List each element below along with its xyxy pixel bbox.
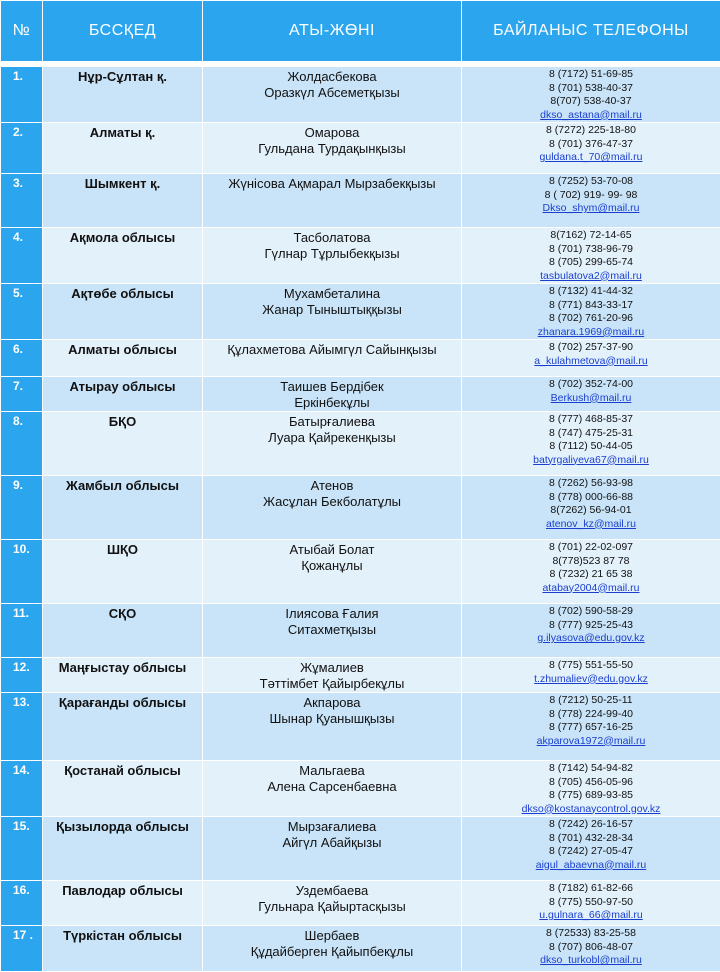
row-number: 12.	[1, 658, 43, 693]
table-row	[1, 881, 720, 926]
name-line: Гүлнар Тұрлыбекқызы	[203, 246, 461, 262]
region-cell: Қостанай облысы	[43, 761, 203, 817]
phone-number: 8 (701) 538-40-37	[462, 82, 720, 96]
name-cell	[203, 693, 462, 761]
name-cell	[203, 67, 462, 123]
name-line: Жасұлан Бекболатұлы	[203, 494, 461, 510]
phone-number: 8(7262) 56-94-01	[462, 504, 720, 518]
contact-cell	[462, 693, 720, 761]
table-body	[1, 67, 720, 972]
region-cell: Ақмола облысы	[43, 228, 203, 284]
name-line: Тәттімбет Қайырбекұлы	[203, 676, 461, 692]
row-number: 8.	[1, 412, 43, 476]
name-line: Атыбай Болат	[203, 542, 461, 558]
name-cell	[203, 926, 462, 972]
name-line: Луара Қайрекенқызы	[203, 430, 461, 446]
table-row	[1, 926, 720, 972]
email-link[interactable]: aigul_abaevna@mail.ru	[462, 859, 720, 873]
name-cell	[203, 340, 462, 377]
email-link[interactable]: guldana.t_70@mail.ru	[462, 151, 720, 165]
name-cell	[203, 284, 462, 340]
name-cell	[203, 377, 462, 412]
row-number: 7.	[1, 377, 43, 412]
header-name: АТЫ-ЖӨНІ	[203, 1, 462, 62]
email-link[interactable]: Berkush@mail.ru	[462, 392, 720, 406]
contact-cell	[462, 123, 720, 174]
table-row	[1, 476, 720, 540]
contact-cell	[462, 340, 720, 377]
phone-number: 8 (7272) 225-18-80	[462, 124, 720, 138]
contact-cell	[462, 174, 720, 228]
phone-number: 8 (701) 22-02-097	[462, 541, 720, 555]
phone-number: 8 (701) 376-47-37	[462, 138, 720, 152]
name-line: Оразкүл Абсеметқызы	[203, 85, 461, 101]
name-line: Мухамбеталина	[203, 286, 461, 302]
name-line: Таишев Бердібек	[203, 379, 461, 395]
region-cell: Түркістан облысы	[43, 926, 203, 972]
region-cell: Маңғыстау облысы	[43, 658, 203, 693]
region-cell: СҚО	[43, 604, 203, 658]
phone-number: 8(7162) 72-14-65	[462, 229, 720, 243]
name-line: Құлахметова Айымгүл Сайынқызы	[203, 342, 461, 358]
table-row	[1, 658, 720, 693]
phone-number: 8 (7132) 41-44-32	[462, 285, 720, 299]
region-cell: Шымкент қ.	[43, 174, 203, 228]
name-line: Жұмалиев	[203, 660, 461, 676]
header-num: №	[1, 1, 43, 62]
row-number: 13.	[1, 693, 43, 761]
region-cell: ШҚО	[43, 540, 203, 604]
contact-cell	[462, 228, 720, 284]
header-region: БССҚЕД	[43, 1, 203, 62]
name-line: Шербаев	[203, 928, 461, 944]
row-number: 4.	[1, 228, 43, 284]
name-cell	[203, 761, 462, 817]
phone-number: 8(707) 538-40-37	[462, 95, 720, 109]
email-link[interactable]: u.gulnara_66@mail.ru	[462, 909, 720, 923]
table-row	[1, 67, 720, 123]
name-line: Қожанұлы	[203, 558, 461, 574]
name-cell	[203, 174, 462, 228]
contact-cell	[462, 540, 720, 604]
phone-number: 8 (777) 657-16-25	[462, 721, 720, 735]
name-cell	[203, 658, 462, 693]
region-cell: БҚО	[43, 412, 203, 476]
phone-number: 8 (7232) 21 65 38	[462, 568, 720, 582]
row-number: 11.	[1, 604, 43, 658]
table-row	[1, 412, 720, 476]
table-row	[1, 340, 720, 377]
phone-number: 8(778)523 87 78	[462, 555, 720, 569]
region-cell: Алматы облысы	[43, 340, 203, 377]
phone-number: 8 (72533) 83-25-58	[462, 927, 720, 941]
name-line: Еркінбекұлы	[203, 395, 461, 411]
table-row	[1, 174, 720, 228]
row-number: 1.	[1, 67, 43, 123]
contact-cell	[462, 604, 720, 658]
phone-number: 8 ( 702) 919- 99- 98	[462, 189, 720, 203]
email-link[interactable]: atenov_kz@mail.ru	[462, 518, 720, 532]
name-line: Жанар Тыныштыққызы	[203, 302, 461, 318]
contact-cell	[462, 377, 720, 412]
region-cell: Алматы қ.	[43, 123, 203, 174]
phone-number: 8 (7262) 56-93-98	[462, 477, 720, 491]
contact-cell	[462, 817, 720, 881]
row-number: 17 .	[1, 926, 43, 972]
phone-number: 8 (707) 806-48-07	[462, 941, 720, 955]
region-cell: Павлодар облысы	[43, 881, 203, 926]
phone-number: 8 (705) 456-05-96	[462, 776, 720, 790]
phone-number: 8 (775) 550-97-50	[462, 896, 720, 910]
table-row	[1, 228, 720, 284]
name-cell	[203, 123, 462, 174]
phone-number: 8 (777) 468-85-37	[462, 413, 720, 427]
phone-number: 8 (775) 689-93-85	[462, 789, 720, 803]
table-row	[1, 817, 720, 881]
name-line: Уздембаева	[203, 883, 461, 899]
email-link[interactable]: batyrgaliyeva67@mail.ru	[462, 454, 720, 468]
header-phone: БАЙЛАНЫС ТЕЛЕФОНЫ	[462, 1, 720, 62]
row-number: 6.	[1, 340, 43, 377]
table-row	[1, 123, 720, 174]
name-line: Шынар Қуанышқызы	[203, 711, 461, 727]
region-cell: Қызылорда облысы	[43, 817, 203, 881]
email-link[interactable]: dkso_astana@mail.ru	[462, 109, 720, 123]
phone-number: 8 (702) 761-20-96	[462, 312, 720, 326]
name-line: Омарова	[203, 125, 461, 141]
email-link[interactable]: atabay2004@mail.ru	[462, 582, 720, 596]
region-cell: Атырау облысы	[43, 377, 203, 412]
name-cell	[203, 228, 462, 284]
phone-number: 8 (778) 224-99-40	[462, 708, 720, 722]
phone-number: 8 (777) 925-25-43	[462, 619, 720, 633]
region-cell: Ақтөбе облысы	[43, 284, 203, 340]
name-cell	[203, 540, 462, 604]
row-number: 16.	[1, 881, 43, 926]
contact-cell	[462, 476, 720, 540]
name-line: Мырзағалиева	[203, 819, 461, 835]
contact-cell	[462, 658, 720, 693]
email-link[interactable]: dkso_turkobl@mail.ru	[462, 954, 720, 968]
phone-number: 8 (702) 590-58-29	[462, 605, 720, 619]
phone-number: 8 (7142) 54-94-82	[462, 762, 720, 776]
phone-number: 8 (7242) 26-16-57	[462, 818, 720, 832]
phone-number: 8 (7252) 53-70-08	[462, 175, 720, 189]
contact-cell	[462, 67, 720, 123]
table-row	[1, 284, 720, 340]
name-line: Алена Сарсенбаевна	[203, 779, 461, 795]
name-line: Атенов	[203, 478, 461, 494]
phone-number: 8 (702) 257-37-90	[462, 341, 720, 355]
name-line: Батырғалиева	[203, 414, 461, 430]
name-line: Айгүл Абайқызы	[203, 835, 461, 851]
email-link[interactable]: dkso@kostanaycontrol.gov.kz	[462, 803, 720, 817]
phone-number: 8 (7182) 61-82-66	[462, 882, 720, 896]
phone-number: 8 (7112) 50-44-05	[462, 440, 720, 454]
region-cell: Нұр-Сұлтан қ.	[43, 67, 203, 123]
phone-number: 8 (701) 738-96-79	[462, 243, 720, 257]
header-row	[1, 1, 720, 62]
contact-cell	[462, 926, 720, 972]
name-cell	[203, 412, 462, 476]
phone-number: 8 (771) 843-33-17	[462, 299, 720, 313]
name-line: Ситахметқызы	[203, 622, 461, 638]
contact-cell	[462, 881, 720, 926]
phone-number: 8 (775) 551-55-50	[462, 659, 720, 673]
name-line: Жолдасбекова	[203, 69, 461, 85]
row-number: 5.	[1, 284, 43, 340]
name-cell	[203, 476, 462, 540]
contact-cell	[462, 761, 720, 817]
row-number: 15.	[1, 817, 43, 881]
region-cell: Жамбыл облысы	[43, 476, 203, 540]
region-cell: Қарағанды облысы	[43, 693, 203, 761]
row-number: 2.	[1, 123, 43, 174]
email-link[interactable]: a_kulahmetova@mail.ru	[462, 355, 720, 369]
phone-number: 8 (701) 432-28-34	[462, 832, 720, 846]
name-cell	[203, 881, 462, 926]
phone-number: 8 (702) 352-74-00	[462, 378, 720, 392]
name-line: Гульнара Қайыртасқызы	[203, 899, 461, 915]
row-number: 14.	[1, 761, 43, 817]
name-line: Акпарова	[203, 695, 461, 711]
phone-number: 8 (7212) 50-25-11	[462, 694, 720, 708]
phone-number: 8 (7242) 27-05-47	[462, 845, 720, 859]
name-cell	[203, 817, 462, 881]
email-link[interactable]: g.ilyasova@edu.gov.kz	[462, 632, 720, 646]
table-row	[1, 693, 720, 761]
row-number: 9.	[1, 476, 43, 540]
table-row	[1, 540, 720, 604]
name-line: Гульдана Турдақынқызы	[203, 141, 461, 157]
email-link[interactable]: t.zhumaliev@edu.gov.kz	[462, 673, 720, 687]
name-line: Жүнісова Ақмарал Мырзабекқызы	[203, 176, 461, 192]
phone-number: 8 (778) 000-66-88	[462, 491, 720, 505]
email-link[interactable]: zhanara.1969@mail.ru	[462, 326, 720, 340]
contact-cell	[462, 412, 720, 476]
name-line: Тасболатова	[203, 230, 461, 246]
name-line: Құдайберген Қайыпбекұлы	[203, 944, 461, 960]
name-line: Мальгаева	[203, 763, 461, 779]
email-link[interactable]: Dkso_shym@mail.ru	[462, 202, 720, 216]
name-cell	[203, 604, 462, 658]
contact-cell	[462, 284, 720, 340]
email-link[interactable]: akparova1972@mail.ru	[462, 735, 720, 749]
phone-number: 8 (7172) 51-69-85	[462, 68, 720, 82]
email-link[interactable]: tasbulatova2@mail.ru	[462, 270, 720, 284]
table-row	[1, 604, 720, 658]
phone-number: 8 (705) 299-65-74	[462, 256, 720, 270]
table-row	[1, 377, 720, 412]
row-number: 10.	[1, 540, 43, 604]
phone-number: 8 (747) 475-25-31	[462, 427, 720, 441]
table-row	[1, 761, 720, 817]
name-line: Ілиясова Ғалия	[203, 606, 461, 622]
row-number: 3.	[1, 174, 43, 228]
